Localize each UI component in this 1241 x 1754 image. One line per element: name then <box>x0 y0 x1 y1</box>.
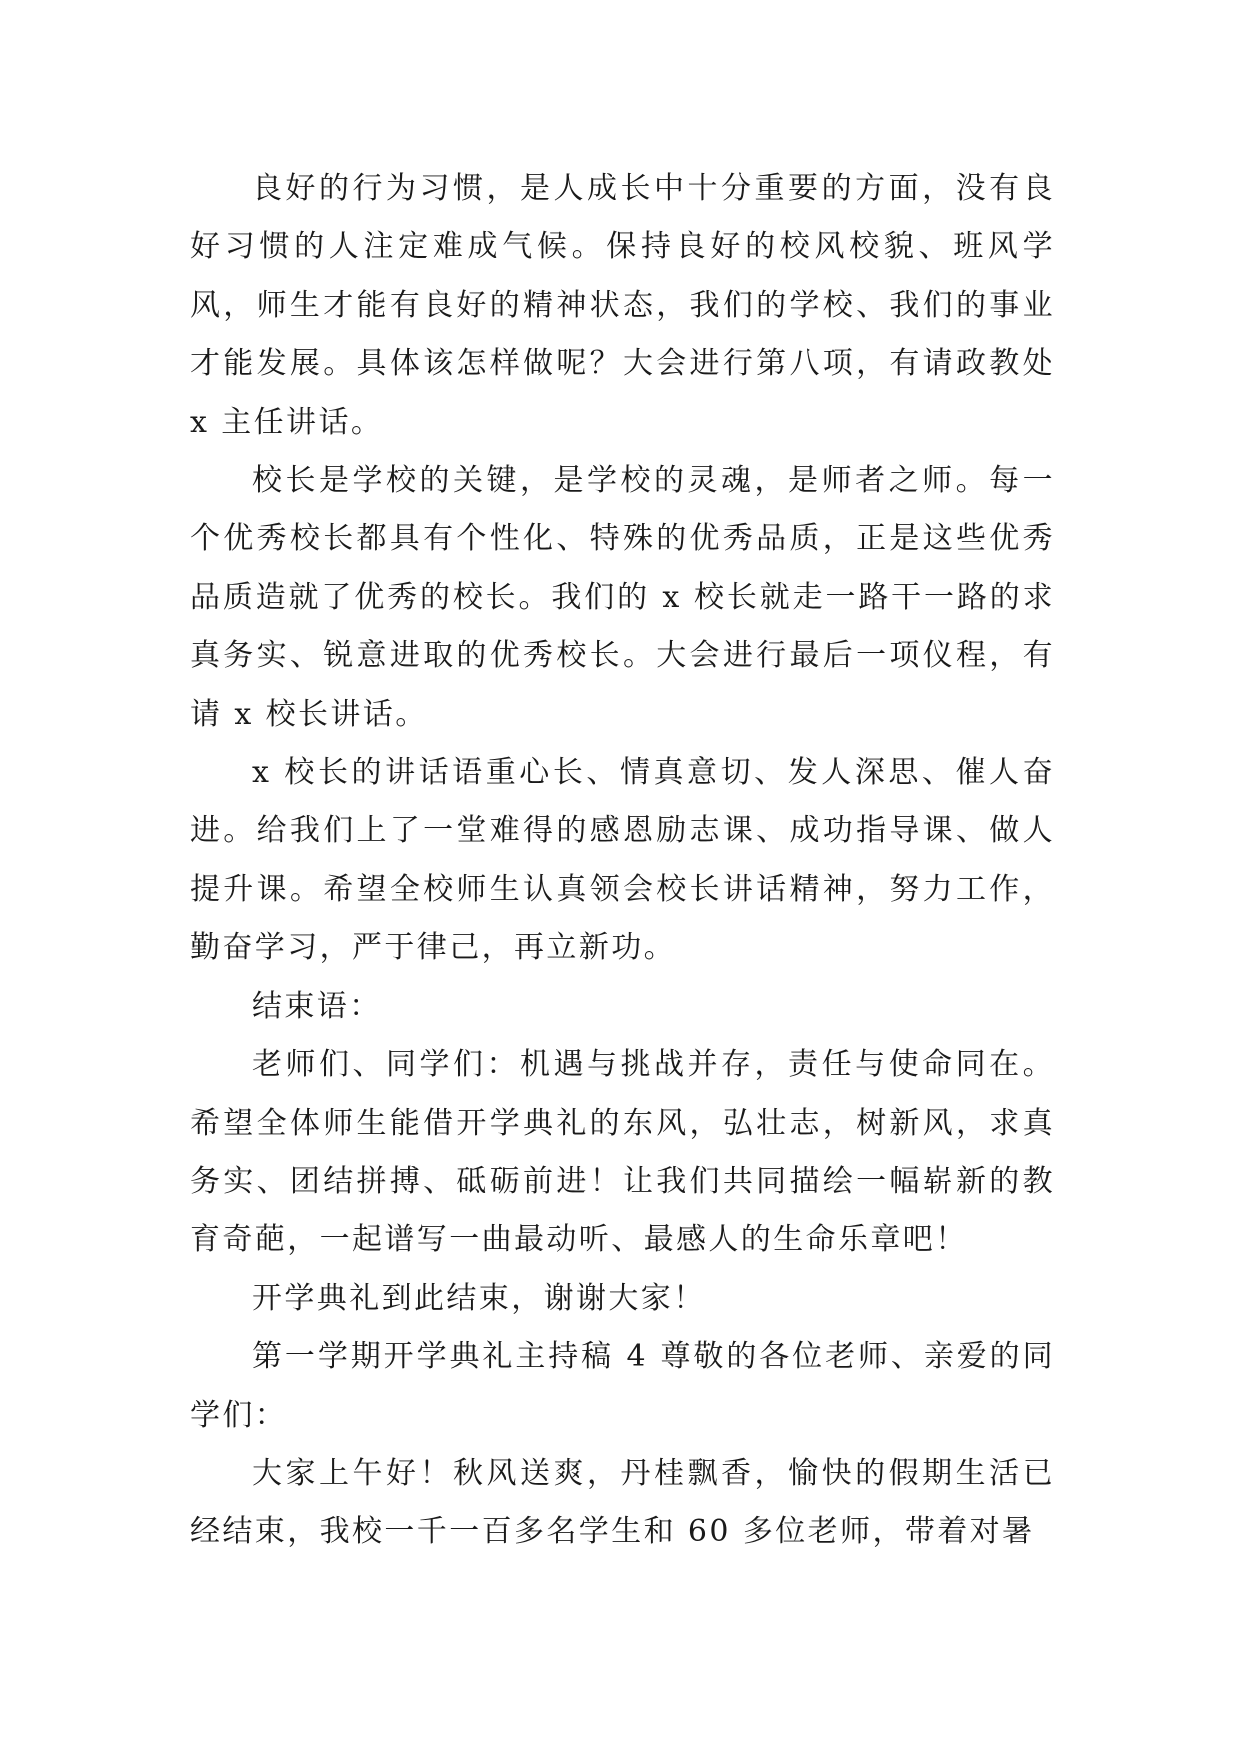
paragraph: 老师们、同学们：机遇与挑战并存，责任与使命同在。希望全体师生能借开学典礼的东风，弘壮志，树新风，求真务实、团结拼搏、砥砺前进！让我们共同描绘一幅崭新的教育奇葩，一起谱写一曲最动听、最感人的生命乐章吧！ <box>190 1047 1055 1258</box>
paragraph: 第一学期开学典礼主持稿 4 尊敬的各位老师、亲爱的同学们： <box>190 1339 1055 1433</box>
paragraph: 大家上午好！秋风送爽，丹桂飘香，愉快的假期生活已经结束，我校一千一百多名学生和 60 多位老师，带着对暑 <box>190 1455 1055 1550</box>
paragraph: 校长是学校的关键，是学校的灵魂，是师者之师。每一个优秀校长都具有个性化、特殊的优秀品质，正是这些优秀品质造就了优秀的校长。我们的 x 校长就走一路干一路的求真务实、锐意进取的优秀校长。大会进行最后一项仪程，有请 x 校长讲话。 <box>190 463 1055 732</box>
document-body <box>190 160 1055 1562</box>
section-heading: 结束语： <box>252 988 382 1024</box>
paragraph: 开学典礼到此结束，谢谢大家！ <box>252 1280 706 1316</box>
paragraph: 良好的行为习惯，是人成长中十分重要的方面，没有良好习惯的人注定难成气候。保持良好的校风校貌、班风学风，师生才能有良好的精神状态，我们的学校、我们的事业才能发展。具体该怎样做呢？大会进行第八项，有请政教处 x 主任讲话。 <box>190 171 1055 440</box>
paragraph: x 校长的讲话语重心长、情真意切、发人深思、催人奋进。给我们上了一堂难得的感恩励志课、成功指导课、做人提升课。希望全校师生认真领会校长讲话精神，努力工作，勤奋学习，严于律己，再立新功。 <box>190 755 1055 966</box>
